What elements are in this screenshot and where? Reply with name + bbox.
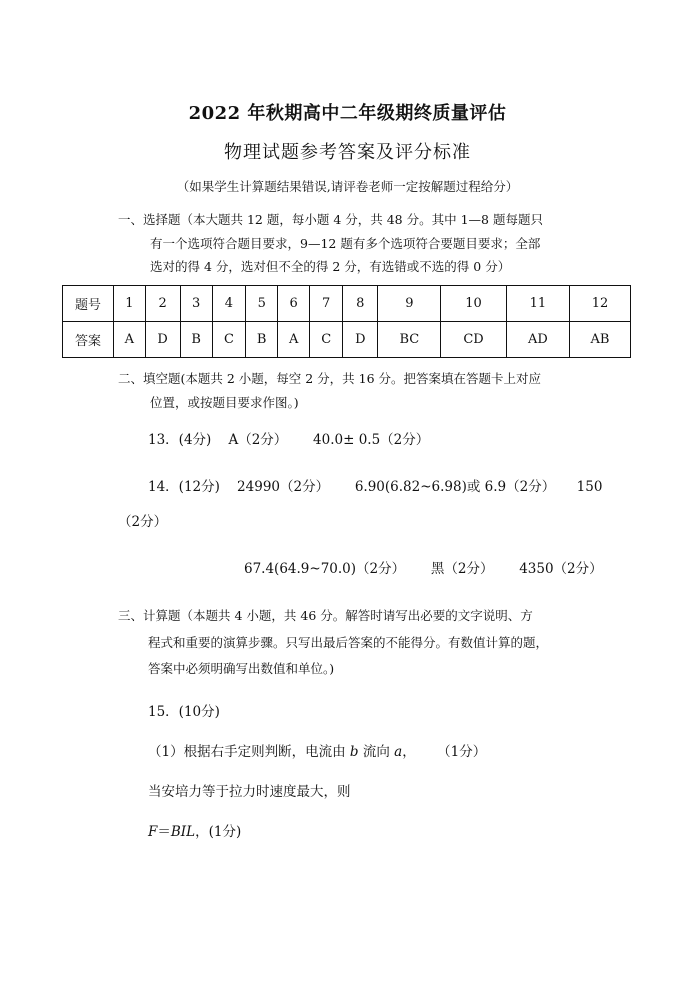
table-cell-number: 12 — [570, 286, 631, 322]
answer-table — [62, 285, 631, 358]
table-cell-number: 11 — [506, 286, 569, 322]
table-cell-number: 8 — [343, 286, 378, 322]
table-cell-number: 6 — [278, 286, 310, 322]
grading-note: （如果学生计算题结果错误,请评卷老师一定按解题过程给分） — [176, 179, 519, 194]
formula-score: ，(1分) — [195, 824, 242, 840]
var-BIL: BIL — [170, 824, 196, 840]
table-cell-number: 2 — [145, 286, 180, 322]
table-cell-answer: D — [343, 322, 378, 358]
page-subtitle: 物理试题参考答案及评分标准 — [224, 142, 471, 163]
section3-line3: 答案中必须明确写出数值和单位。) — [148, 661, 335, 676]
answer-q13: 13．(4分) A（2分） 40.0± 0.5（2分） — [148, 432, 430, 448]
table-cell-number: 5 — [246, 286, 278, 322]
step1-mid: 流向 — [358, 744, 395, 760]
table-cell-answer: B — [180, 322, 212, 358]
table-cell-answer: AD — [506, 322, 569, 358]
table-row-numbers — [63, 286, 631, 322]
solution-formula — [148, 820, 241, 840]
page-title: 2022 年秋期高中二年级期终质量评估 — [188, 103, 507, 124]
table-cell-number: 1 — [114, 286, 146, 322]
solution-step-2: 当安培力等于拉力时速度最大，则 — [148, 784, 351, 800]
var-a: a — [394, 744, 403, 760]
table-cell-number: 7 — [309, 286, 342, 322]
table-cell-number: 3 — [180, 286, 212, 322]
table-header-question: 题号 — [63, 286, 114, 322]
step1-suffix: ， （1分） — [402, 744, 487, 760]
answer-q14-line2: （2分） — [118, 514, 168, 530]
table-cell-answer: BC — [378, 322, 441, 358]
answer-q14-line3: 67.4(64.9~70.0)（2分） 黑（2分） 4350（2分） — [244, 561, 603, 577]
formula-equals: ＝ — [157, 824, 171, 840]
table-cell-answer: C — [212, 322, 245, 358]
section1-line1: 一、选择题（本大题共 12 题，每小题 4 分，共 48 分。其中 1—8 题每题只 — [118, 212, 543, 227]
table-cell-number: 10 — [441, 286, 506, 322]
table-cell-answer: AB — [570, 322, 631, 358]
table-header-answer: 答案 — [63, 322, 114, 358]
section3-line1: 三、计算题（本题共 4 小题，共 46 分。解答时请写出必要的文字说明、方 — [118, 608, 533, 623]
table-cell-answer: B — [246, 322, 278, 358]
solution-step-1 — [148, 740, 486, 760]
table-cell-number: 4 — [212, 286, 245, 322]
var-F: F — [148, 824, 158, 840]
table-cell-answer: CD — [441, 322, 506, 358]
table-cell-answer: A — [114, 322, 146, 358]
section1-line3: 选对的得 4 分，选对但不全的得 2 分，有选错或不选的得 0 分） — [150, 259, 511, 274]
table-cell-number: 9 — [378, 286, 441, 322]
section3-line2: 程式和重要的演算步骤。只写出最后答案的不能得分。有数值计算的题， — [148, 635, 549, 650]
table-cell-answer: C — [309, 322, 342, 358]
section2-line2: 位置，或按题目要求作图。) — [150, 395, 299, 410]
section1-line2: 有一个选项符合题目要求，9—12 题有多个选项符合要题目要求；全部 — [150, 236, 541, 251]
table-cell-answer: A — [278, 322, 310, 358]
answer-q14-line1: 14．(12分) 24990（2分） 6.90(6.82~6.98)或 6.9（2分） 150 — [148, 479, 603, 495]
var-b: b — [349, 744, 359, 760]
table-cell-answer: D — [145, 322, 180, 358]
section2-line1: 二、填空题(本题共 2 小题，每空 2 分，共 16 分。把答案填在答题卡上对应 — [118, 371, 542, 386]
step1-prefix: （1）根据右手定则判断，电流由 — [148, 744, 350, 760]
table-row-answers — [63, 322, 631, 358]
question-15-heading: 15．(10分) — [148, 704, 220, 720]
